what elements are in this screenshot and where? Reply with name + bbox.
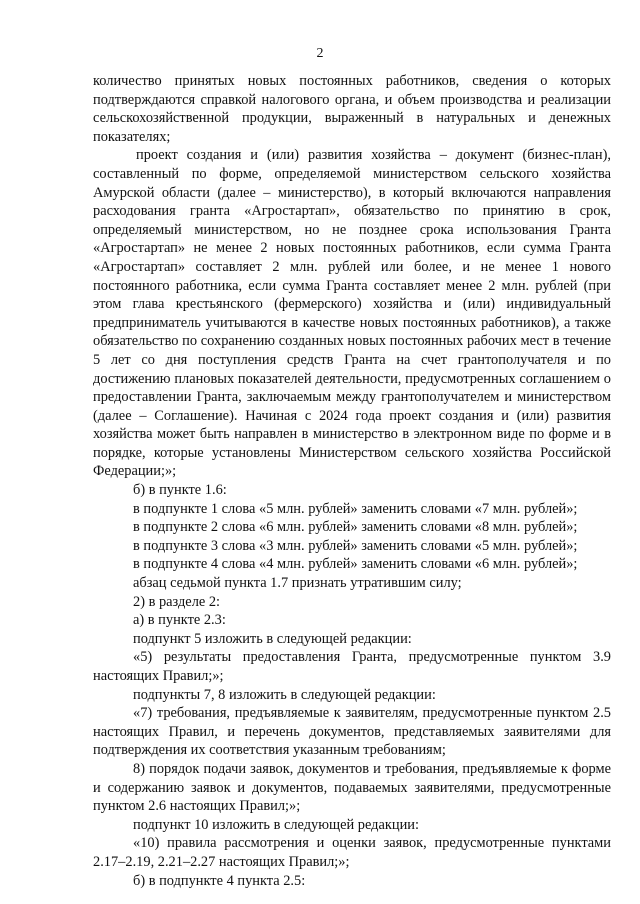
paragraph: «7) требования, предъявляемые к заявителям, предусмотренные пунктом 2.5 настоящих Правил, и перечень документов, представляемых заявителями для подтверждения их соответствия указанным требованиям; — [93, 705, 611, 759]
paragraph: 8) порядок подачи заявок, документов и требования, предъявляемые к форме и содержанию заявок и документов, подаваемых заявителями, предусмотренные пунктом 2.6 настоящих Правил;»; — [93, 760, 611, 815]
paragraph: абзац седьмой пункта 1.7 признать утратившим силу; — [133, 575, 462, 592]
paragraph: подпункт 10 изложить в следующей редакции: — [133, 816, 419, 833]
page-number: 2 — [316, 46, 324, 61]
paragraph: подпункты 7, 8 изложить в следующей редакции: — [133, 686, 436, 703]
paragraph: б) в подпункте 4 пункта 2.5: — [133, 872, 306, 889]
paragraph: в подпункте 4 слова «4 млн. рублей» заменить словами «6 млн. рублей»; — [133, 556, 578, 573]
paragraph: «10) правила рассмотрения и оценки заявок, предусмотренные пунктами 2.17–2.19, 2.21–2.27 настоящих Правил;»; — [93, 835, 611, 870]
paragraph: 2) в разделе 2: — [133, 593, 221, 610]
paragraph: а) в пункте 2.3: — [133, 612, 226, 629]
document-body — [93, 72, 611, 890]
paragraph: проект создания и (или) развития хозяйства – документ (бизнес-план), составленный по форме, определяемой министерством сельского хозяйства Амурской области (далее – министерство), в который включаются направления расходования гранта «Агростартап», обязательство по принятию в срок, определяемый министерством, но не позднее срока использования Гранта «Агростартап» не менее 2 новых постоянных работников, если сумма Гранта «Агростартап» составляет 2 млн. рублей или более, и не менее 1 нового постоянного работника, если сумма Гранта составляет менее 2 млн. рублей (при этом глава крестьянского (фермерского) хозяйства и (или) индивидуальный предприниматель учитываются в качестве новых постоянных работников), а также обязательство по сохранению созданных новых постоянных рабочих мест в течение 5 лет со дня поступления средств Гранта на счет грантополучателя и по достижению плановых показателей деятельности, предусмотренных соглашением о предоставлении Гранта, заключаемым между грантополучателем и министерством (далее – Соглашение). Начиная с 2024 года проект создания и (или) развития хозяйства может быть направлен в министерство в электронном виде по форме и в порядке, которые установлены Министерством сельского хозяйства Российской Федерации;»; — [93, 147, 611, 480]
paragraph: «5) результаты предоставления Гранта, предусмотренные пунктом 3.9 настоящих Правил;»; — [93, 649, 611, 684]
paragraph: подпункт 5 изложить в следующей редакции: — [133, 630, 412, 647]
paragraph: в подпункте 1 слова «5 млн. рублей» заменить словами «7 млн. рублей»; — [133, 500, 578, 517]
paragraph: б) в пункте 1.6: — [133, 482, 227, 499]
paragraph: в подпункте 2 слова «6 млн. рублей» заменить словами «8 млн. рублей»; — [133, 519, 578, 536]
paragraph: в подпункте 3 слова «3 млн. рублей» заменить словами «5 млн. рублей»; — [133, 537, 578, 554]
paragraph: количество принятых новых постоянных работников, сведения о которых подтверждаются справкой налогового органа, и объем производства и реализации сельскохозяйственной продукции, выраженный в натуральных и денежных показателях; — [93, 73, 611, 145]
